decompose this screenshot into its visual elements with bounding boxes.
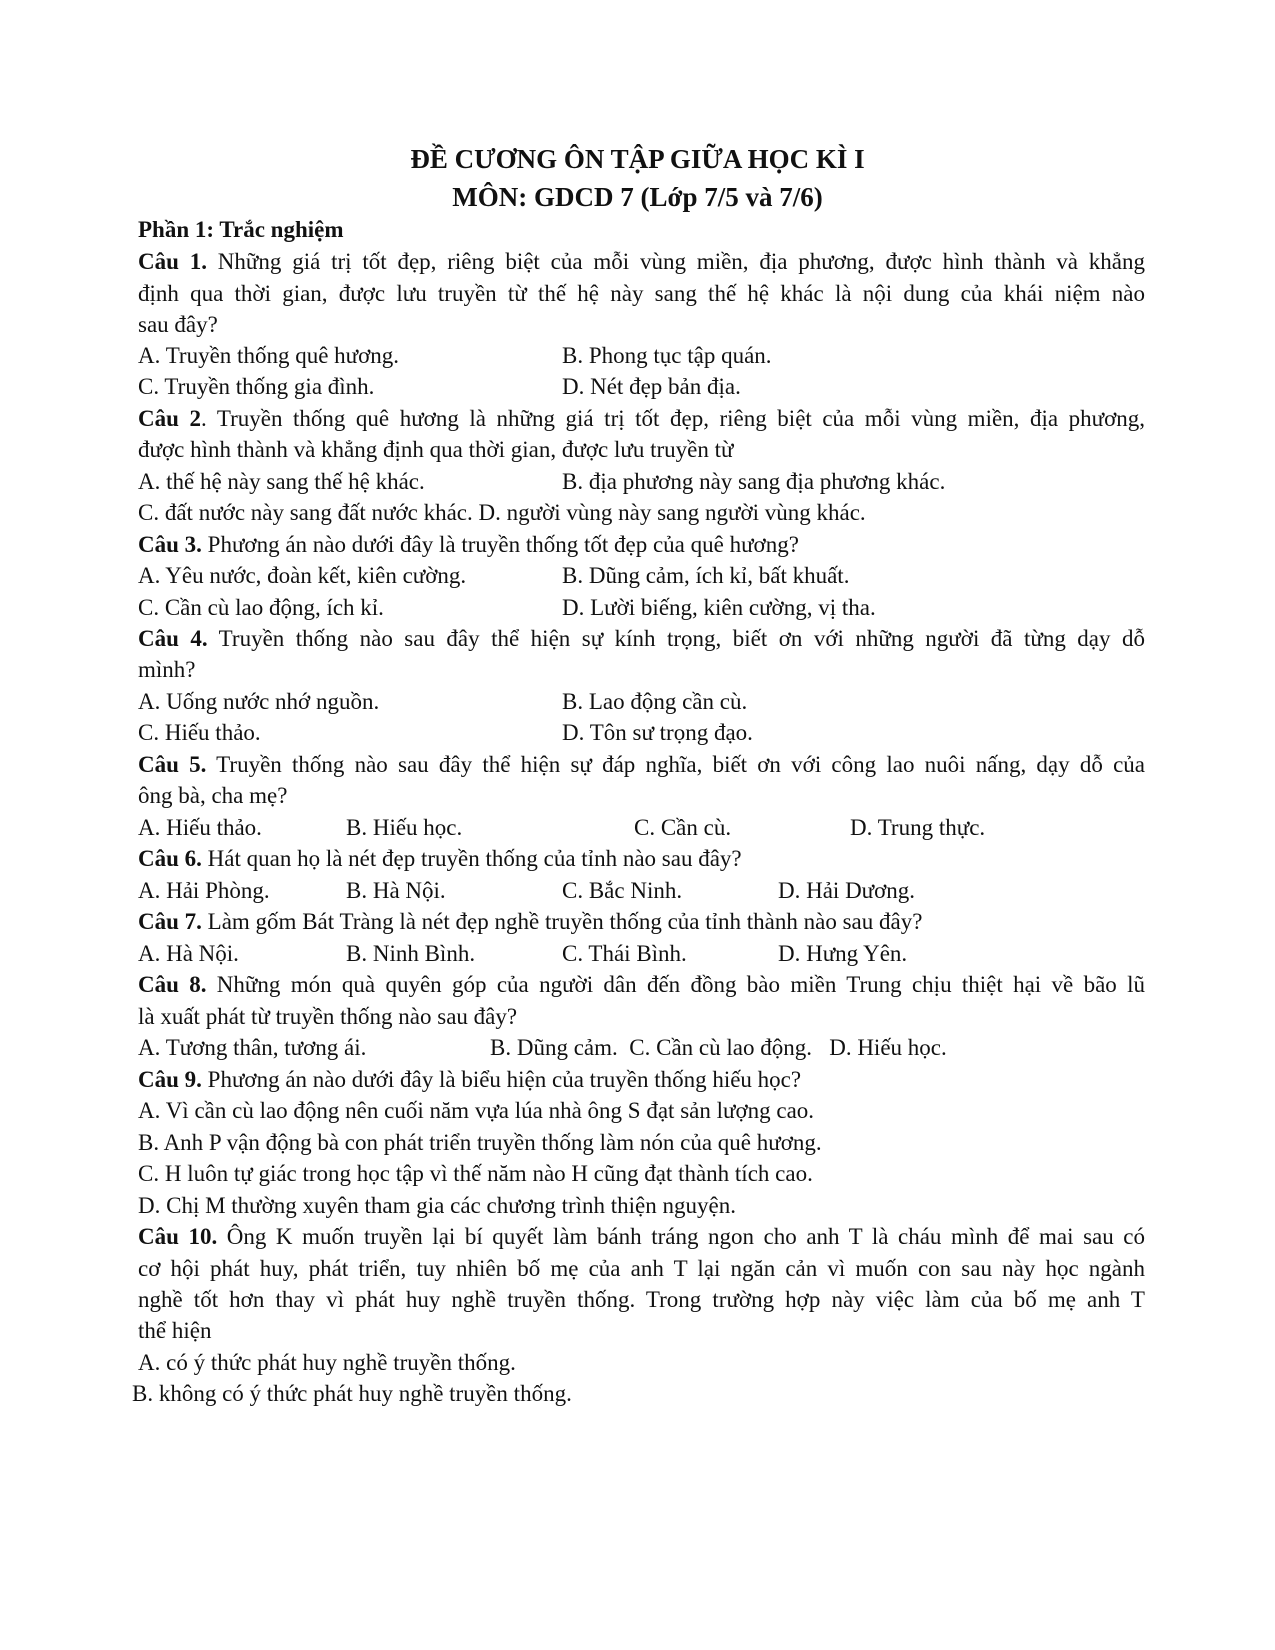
question-10-line-3: nghề tốt hơn thay vì phát huy nghề truyền thống. Trong trường hợp này việc làm của bố mẹ anh T (138, 1287, 1145, 1312)
question-4-line-1 (138, 623, 1145, 655)
question-text: Những giá trị tốt đẹp, riêng biệt của mỗi vùng miền, địa phương, được hình thành và khẳng (206, 249, 1145, 274)
question-text: Những món quà quyên góp của người dân đến đồng bào miền Trung chịu thiệt hại về bão lũ (206, 972, 1145, 997)
question-4-line-2: mình? (138, 657, 196, 682)
question-text: Truyền thống nào sau đây thể hiện sự đáp nghĩa, biết ơn với công lao nuôi nấng, dạy dỗ của (206, 752, 1145, 777)
document-subtitle: MÔN: GDCD 7 (Lớp 7/5 và 7/6) (452, 182, 823, 212)
question-text: Phương án nào dưới đây là truyền thống tốt đẹp của quê hương? (201, 532, 799, 557)
option-b: B. Ninh Bình. (346, 941, 476, 966)
option-b: B. không có ý thức phát huy nghề truyền thống. (132, 1381, 572, 1406)
option-c: C. Bắc Ninh. (562, 878, 683, 903)
document-title: ĐỀ CƯƠNG ÔN TẬP GIỮA HỌC KÌ I (410, 144, 865, 174)
option-d: D. Chị M thường xuyên tham gia các chương trình thiện nguyện. (138, 1193, 736, 1218)
question-7-line-1 (138, 906, 1145, 938)
question-label: Câu 5. (138, 752, 207, 777)
option-b: B. Dũng cảm, ích kỉ, bất khuất. (562, 563, 850, 588)
option-c: C. Truyền thống gia đình. (138, 374, 375, 399)
question-label: Câu 2 (138, 406, 201, 431)
question-1-line-1 (138, 246, 1145, 278)
question-text: . Truyền thống quê hương là những giá trị tốt đẹp, riêng biệt của mỗi vùng miền, địa phương, (200, 406, 1145, 431)
question-2-line-2: được hình thành và khẳng định qua thời gian, được lưu truyền từ (138, 437, 734, 462)
option-b: B. Hiếu học. (346, 815, 463, 840)
question-label: Câu 4. (138, 626, 208, 651)
question-label: Câu 3. (138, 532, 202, 557)
option-b: B. Hà Nội. (346, 878, 446, 903)
option-c: C. Thái Bình. (562, 941, 687, 966)
question-3-line-1 (138, 529, 1145, 561)
question-text: Ông K muốn truyền lại bí quyết làm bánh tráng ngon cho anh T là cháu mình để mai sau có (217, 1224, 1145, 1249)
question-text: Phương án nào dưới đây là biểu hiện của truyền thống hiếu học? (201, 1067, 802, 1092)
question-text: Làm gốm Bát Tràng là nét đẹp nghề truyền thống của tỉnh thành nào sau đây? (201, 909, 923, 934)
option-b: B. địa phương này sang địa phương khác. (562, 469, 946, 494)
question-8-line-1 (138, 969, 1145, 1001)
question-5-line-1 (138, 749, 1145, 781)
option-a: A. Truyền thống quê hương. (138, 343, 400, 368)
question-label: Câu 7. (138, 909, 202, 934)
option-b: B. Anh P vận động bà con phát triển truyền thống làm nón của quê hương. (138, 1130, 822, 1155)
option-d: D. Tôn sư trọng đạo. (562, 720, 753, 745)
option-c-d: C. đất nước này sang đất nước khác. D. người vùng này sang người vùng khác. (138, 500, 866, 525)
question-10-line-1 (138, 1221, 1145, 1253)
option-a: A. Vì cần cù lao động nên cuối năm vựa lúa nhà ông S đạt sản lượng cao. (138, 1098, 815, 1123)
option-a: A. Uống nước nhớ nguồn. (138, 689, 380, 714)
question-label: Câu 10. (138, 1224, 218, 1249)
option-c: C. Hiếu thảo. (138, 720, 261, 745)
option-b: B. Phong tục tập quán. (562, 343, 772, 368)
question-1-line-3: sau đây? (138, 312, 218, 337)
option-a: A. Hải Phòng. (138, 878, 270, 903)
question-5-line-2: ông bà, cha mẹ? (138, 783, 288, 808)
option-d: D. Lười biếng, kiên cường, vị tha. (562, 595, 876, 620)
option-a: A. thế hệ này sang thế hệ khác. (138, 469, 425, 494)
question-text: Hát quan họ là nét đẹp truyền thống của tỉnh nào sau đây? (201, 846, 742, 871)
option-b-c-d: B. Dũng cảm. C. Cần cù lao động. D. Hiếu học. (490, 1035, 947, 1060)
option-d: D. Hưng Yên. (778, 941, 908, 966)
question-label: Câu 6. (138, 846, 202, 871)
option-d: D. Trung thực. (850, 815, 986, 840)
question-9-line-1 (138, 1064, 1145, 1096)
option-a: A. Hà Nội. (138, 941, 239, 966)
option-b: B. Lao động cần cù. (562, 689, 748, 714)
option-d: D. Hải Dương. (778, 878, 916, 903)
question-label: Câu 8. (138, 972, 207, 997)
question-1-line-2: định qua thời gian, được lưu truyền từ thế hệ này sang thế hệ khác là nội dung của khái niệm nào (138, 281, 1145, 306)
option-c: C. H luôn tự giác trong học tập vì thế năm nào H cũng đạt thành tích cao. (138, 1161, 813, 1186)
question-2-line-1 (138, 403, 1145, 435)
option-d: D. Nét đẹp bản địa. (562, 374, 741, 399)
option-a: A. Hiếu thảo. (138, 815, 262, 840)
question-8-line-2: là xuất phát từ truyền thống nào sau đây? (138, 1004, 518, 1029)
question-6-line-1 (138, 843, 1145, 875)
question-10-line-4: thể hiện (138, 1318, 212, 1343)
question-10-line-2: cơ hội phát huy, phát triển, tuy nhiên bố mẹ của anh T lại ngăn cản vì muốn con sau này học ngành (138, 1256, 1145, 1281)
question-label: Câu 1. (138, 249, 207, 274)
option-c: C. Cần cù. (634, 815, 732, 840)
section-heading: Phần 1: Trắc nghiệm (138, 217, 344, 242)
question-text: Truyền thống nào sau đây thể hiện sự kính trọng, biết ơn với những người đã từng dạy dỗ (207, 626, 1145, 651)
option-a: A. có ý thức phát huy nghề truyền thống. (138, 1350, 516, 1375)
option-a: A. Tương thân, tương ái. (138, 1035, 367, 1060)
option-a: A. Yêu nước, đoàn kết, kiên cường. (138, 563, 467, 588)
option-c: C. Cần cù lao động, ích kỉ. (138, 595, 384, 620)
question-label: Câu 9. (138, 1067, 202, 1092)
